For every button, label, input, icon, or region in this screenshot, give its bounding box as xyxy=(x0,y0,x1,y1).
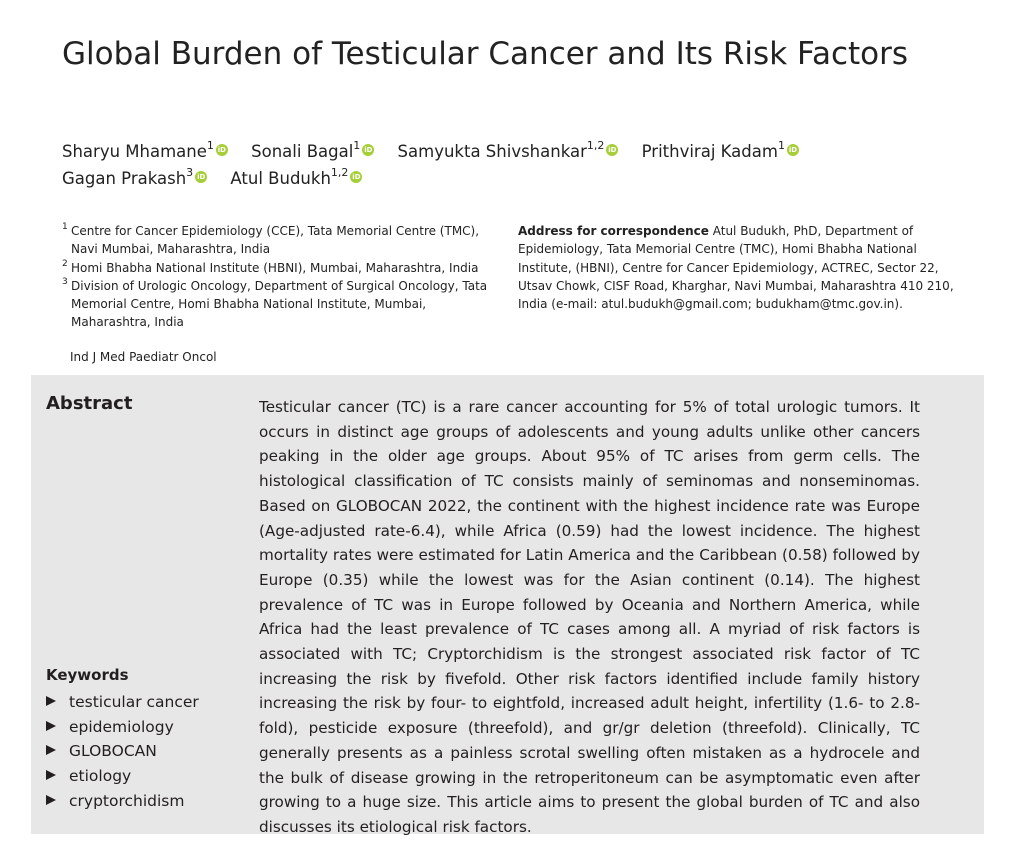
keyword-label: epidemiology xyxy=(69,717,174,736)
keyword-label: testicular cancer xyxy=(69,693,199,711)
author[interactable] xyxy=(398,138,619,165)
author[interactable] xyxy=(62,138,228,165)
triangle-bullet-icon xyxy=(46,696,56,706)
keyword-item[interactable] xyxy=(46,739,199,764)
keywords-heading: Keywords xyxy=(46,666,129,684)
author-name: Atul Budukh xyxy=(230,169,331,188)
author-affiliation-ref: 1,2 xyxy=(330,165,349,179)
author-name: Sonali Bagal xyxy=(251,142,354,161)
keyword-label: cryptorchidism xyxy=(69,791,185,810)
affiliation xyxy=(62,277,507,332)
abstract-heading: Abstract xyxy=(46,393,133,414)
keyword-item[interactable] xyxy=(46,764,199,789)
author-name: Sharyu Mhamane xyxy=(62,142,207,161)
author-affiliation-ref: 1 xyxy=(206,138,214,152)
orcid-icon[interactable]: iD xyxy=(364,146,373,154)
author-affiliation-ref: 1,2 xyxy=(586,138,605,152)
orcid-icon[interactable]: iD xyxy=(217,146,226,154)
author[interactable] xyxy=(642,138,799,165)
affiliation xyxy=(62,259,507,277)
author-affiliation-ref: 1 xyxy=(777,138,785,152)
triangle-bullet-icon xyxy=(46,745,56,755)
affiliation-number: 2 xyxy=(62,258,68,269)
author[interactable] xyxy=(62,165,207,192)
keywords-list xyxy=(46,690,199,814)
affiliation-list xyxy=(62,222,507,332)
affiliation-number: 3 xyxy=(62,276,68,287)
author-name: Samyukta Shivshankar xyxy=(397,142,587,161)
author-affiliation-ref: 3 xyxy=(186,165,194,179)
correspondence-address xyxy=(518,222,958,313)
correspondence-label: Address for correspondence xyxy=(518,224,709,238)
keyword-label: GLOBOCAN xyxy=(69,742,157,761)
triangle-bullet-icon xyxy=(46,721,56,731)
correspondence-text[interactable]: Atul Budukh, PhD, Department of Epidemiology, Tata Memorial Centre (TMC), Homi Bhabha National Institute, (HBNI), Centre for Cancer Epidemiology, ACTREC, Sector 22, Utsav Chowk, CISF Road, Kharghar, Navi Mumbai, Maharashtra 410 210, India (e-mail: atul.budukh@gmail.com; budukham@tmc.gov.in). xyxy=(518,224,954,312)
orcid-icon[interactable]: iD xyxy=(352,173,361,181)
article-title: Global Burden of Testicular Cancer and Its Risk Factors xyxy=(62,36,909,72)
journal-name: Ind J Med Paediatr Oncol xyxy=(70,350,217,364)
keyword-item[interactable] xyxy=(46,690,199,715)
affiliation xyxy=(62,222,507,259)
keyword-item[interactable] xyxy=(46,789,199,814)
keyword-item[interactable] xyxy=(46,715,199,740)
author-affiliation-ref: 1 xyxy=(353,138,361,152)
author-list xyxy=(62,138,962,192)
orcid-icon[interactable]: iD xyxy=(608,146,617,154)
orcid-icon[interactable]: iD xyxy=(788,146,798,154)
abstract-panel xyxy=(31,375,984,834)
author[interactable] xyxy=(251,138,374,165)
triangle-bullet-icon xyxy=(46,795,56,805)
author-name: Prithviraj Kadam xyxy=(641,142,778,161)
keyword-label: etiology xyxy=(69,767,132,786)
affiliation-text: Homi Bhabha National Institute (HBNI), Mumbai, Maharashtra, India xyxy=(71,260,479,275)
author[interactable] xyxy=(230,165,362,192)
orcid-icon[interactable]: iD xyxy=(197,173,206,181)
affiliation-number: 1 xyxy=(62,222,68,232)
author-name: Gagan Prakash xyxy=(62,169,187,188)
abstract-text: Testicular cancer (TC) is a rare cancer accounting for 5% of total urologic tumors. It occurs in distinct age groups of adolescents and young adults unlike other cancers peaking in the older age groups. About 95% of TC arises from germ cells. The histological classification of TC consists mainly of seminomas and nonseminomas. Based on GLOBOCAN 2022, the continent with the highest incidence rate was Europe (Age-adjusted rate-6.4), while Africa (0.59) had the lowest incidence. The highest mortality rates were estimated for Latin America and the Caribbean (0.58) followed by Europe (0.35) while the lowest was for the Asian continent (0.14). The highest prevalence of TC was in Europe followed by Oceania and Northern America, while Africa had the least prevalence of TC cases among all. A myriad of risk factors is associated with TC; Cryptorchidism is the strongest associated risk factor of TC increasing the risk by fivefold. Other risk factors identified include family history increasing the risk by four- to eightfold, increased adult height, infertility (1.6- to 2.8-fold), pesticide exposure (threefold), and gr/gr deletion (threefold). Clinically, TC generally presents as a painless scrotal swelling often mistaken as a hydrocele and the bulk of disease growing in the retroperitoneum can be asymptomatic even after growing to a huge size. This article aims to present the global burden of TC and also discusses its etiological risk factors. xyxy=(259,398,920,836)
affiliation-text: Division of Urologic Oncology, Department of Surgical Oncology, Tata Memorial Centre, Homi Bhabha National Institute, Mumbai, Maharashtra, India xyxy=(71,278,488,330)
triangle-bullet-icon xyxy=(46,770,56,780)
affiliation-text: Centre for Cancer Epidemiology (CCE), Tata Memorial Centre (TMC), Navi Mumbai, Maharashtra, India xyxy=(71,224,480,257)
